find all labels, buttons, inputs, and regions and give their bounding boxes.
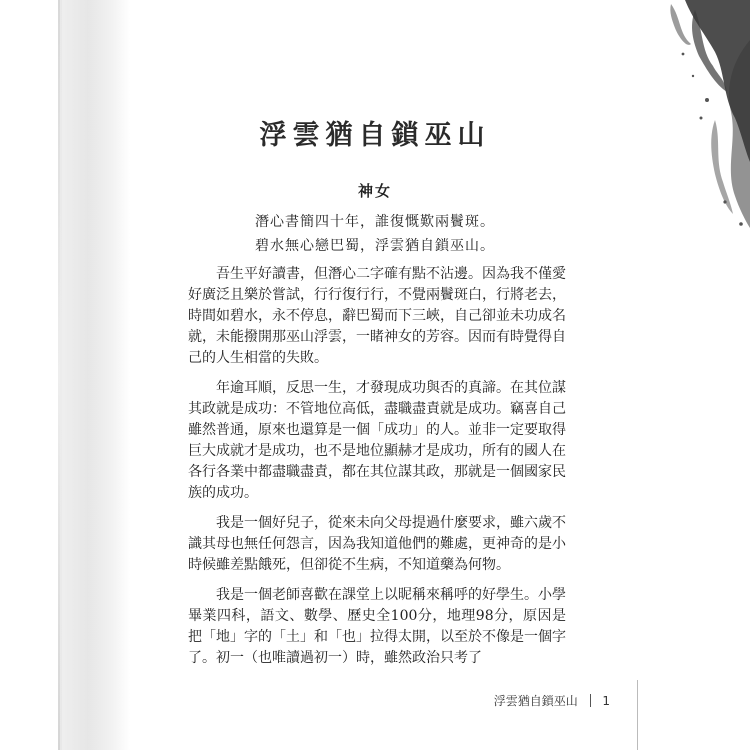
running-title: 浮雲猶自鎖巫山 [493, 694, 578, 708]
page-footer [494, 692, 610, 709]
page-number: 1 [602, 694, 610, 708]
footer-separator [590, 694, 591, 707]
chapter-title: 浮雲猶自鎖巫山 [259, 120, 491, 151]
poem-line: 碧水無心戀巴蜀，浮雲猶自鎖巫山。 [255, 238, 495, 254]
poem-line: 潛心書簡四十年，誰復慨歎兩鬢斑。 [255, 214, 495, 230]
footer-rule [637, 680, 638, 750]
poem-block [0, 180, 750, 258]
paragraph: 我是一個好兒子，從來未向父母提過什麼要求，雖六歲不識其母也無任何怨言，因為我知道他們的難處，更神奇的是小時候雖差點餓死，但卻從不生病，不知道藥為何物。 [188, 515, 566, 573]
paragraph: 年逾耳順，反思一生，才發現成功與否的真諦。在其位謀其政就是成功：不管地位高低，盡職盡責就是成功。竊喜自己雖然普通，原來也還算是一個「成功」的人。並非一定要取得巨大成就才是成功，也不是地位顯赫才是成功，所有的國人在各行各業中都盡職盡責，都在其位謀其政，那就是一個國家民族的成功。 [188, 380, 566, 501]
paragraph: 我是一個老師喜歡在課堂上以昵稱來稱呼的好學生。小學畢業四科，語文、數學、歷史全100分，地理98分，原因是把「地」字的「土」和「也」拉得太開，以至於不像是一個字了。初一（也唯讀過初一）時，雖然政治只考了 [188, 587, 566, 666]
paragraph: 吾生平好讀書，但潛心二字確有點不沾邊。因為我不僅愛好廣泛且樂於嘗試，行行復行行，不覺兩鬢斑白，行將老去，時間如碧水，永不停息，辭巴蜀而下三峽，自己卻並未功成名就，未能撥開那巫山浮雲，一睹神女的芳容。因而有時覺得自己的人生相當的失敗。 [188, 266, 566, 366]
body-text [188, 264, 566, 678]
poem-title: 神女 [357, 182, 392, 200]
